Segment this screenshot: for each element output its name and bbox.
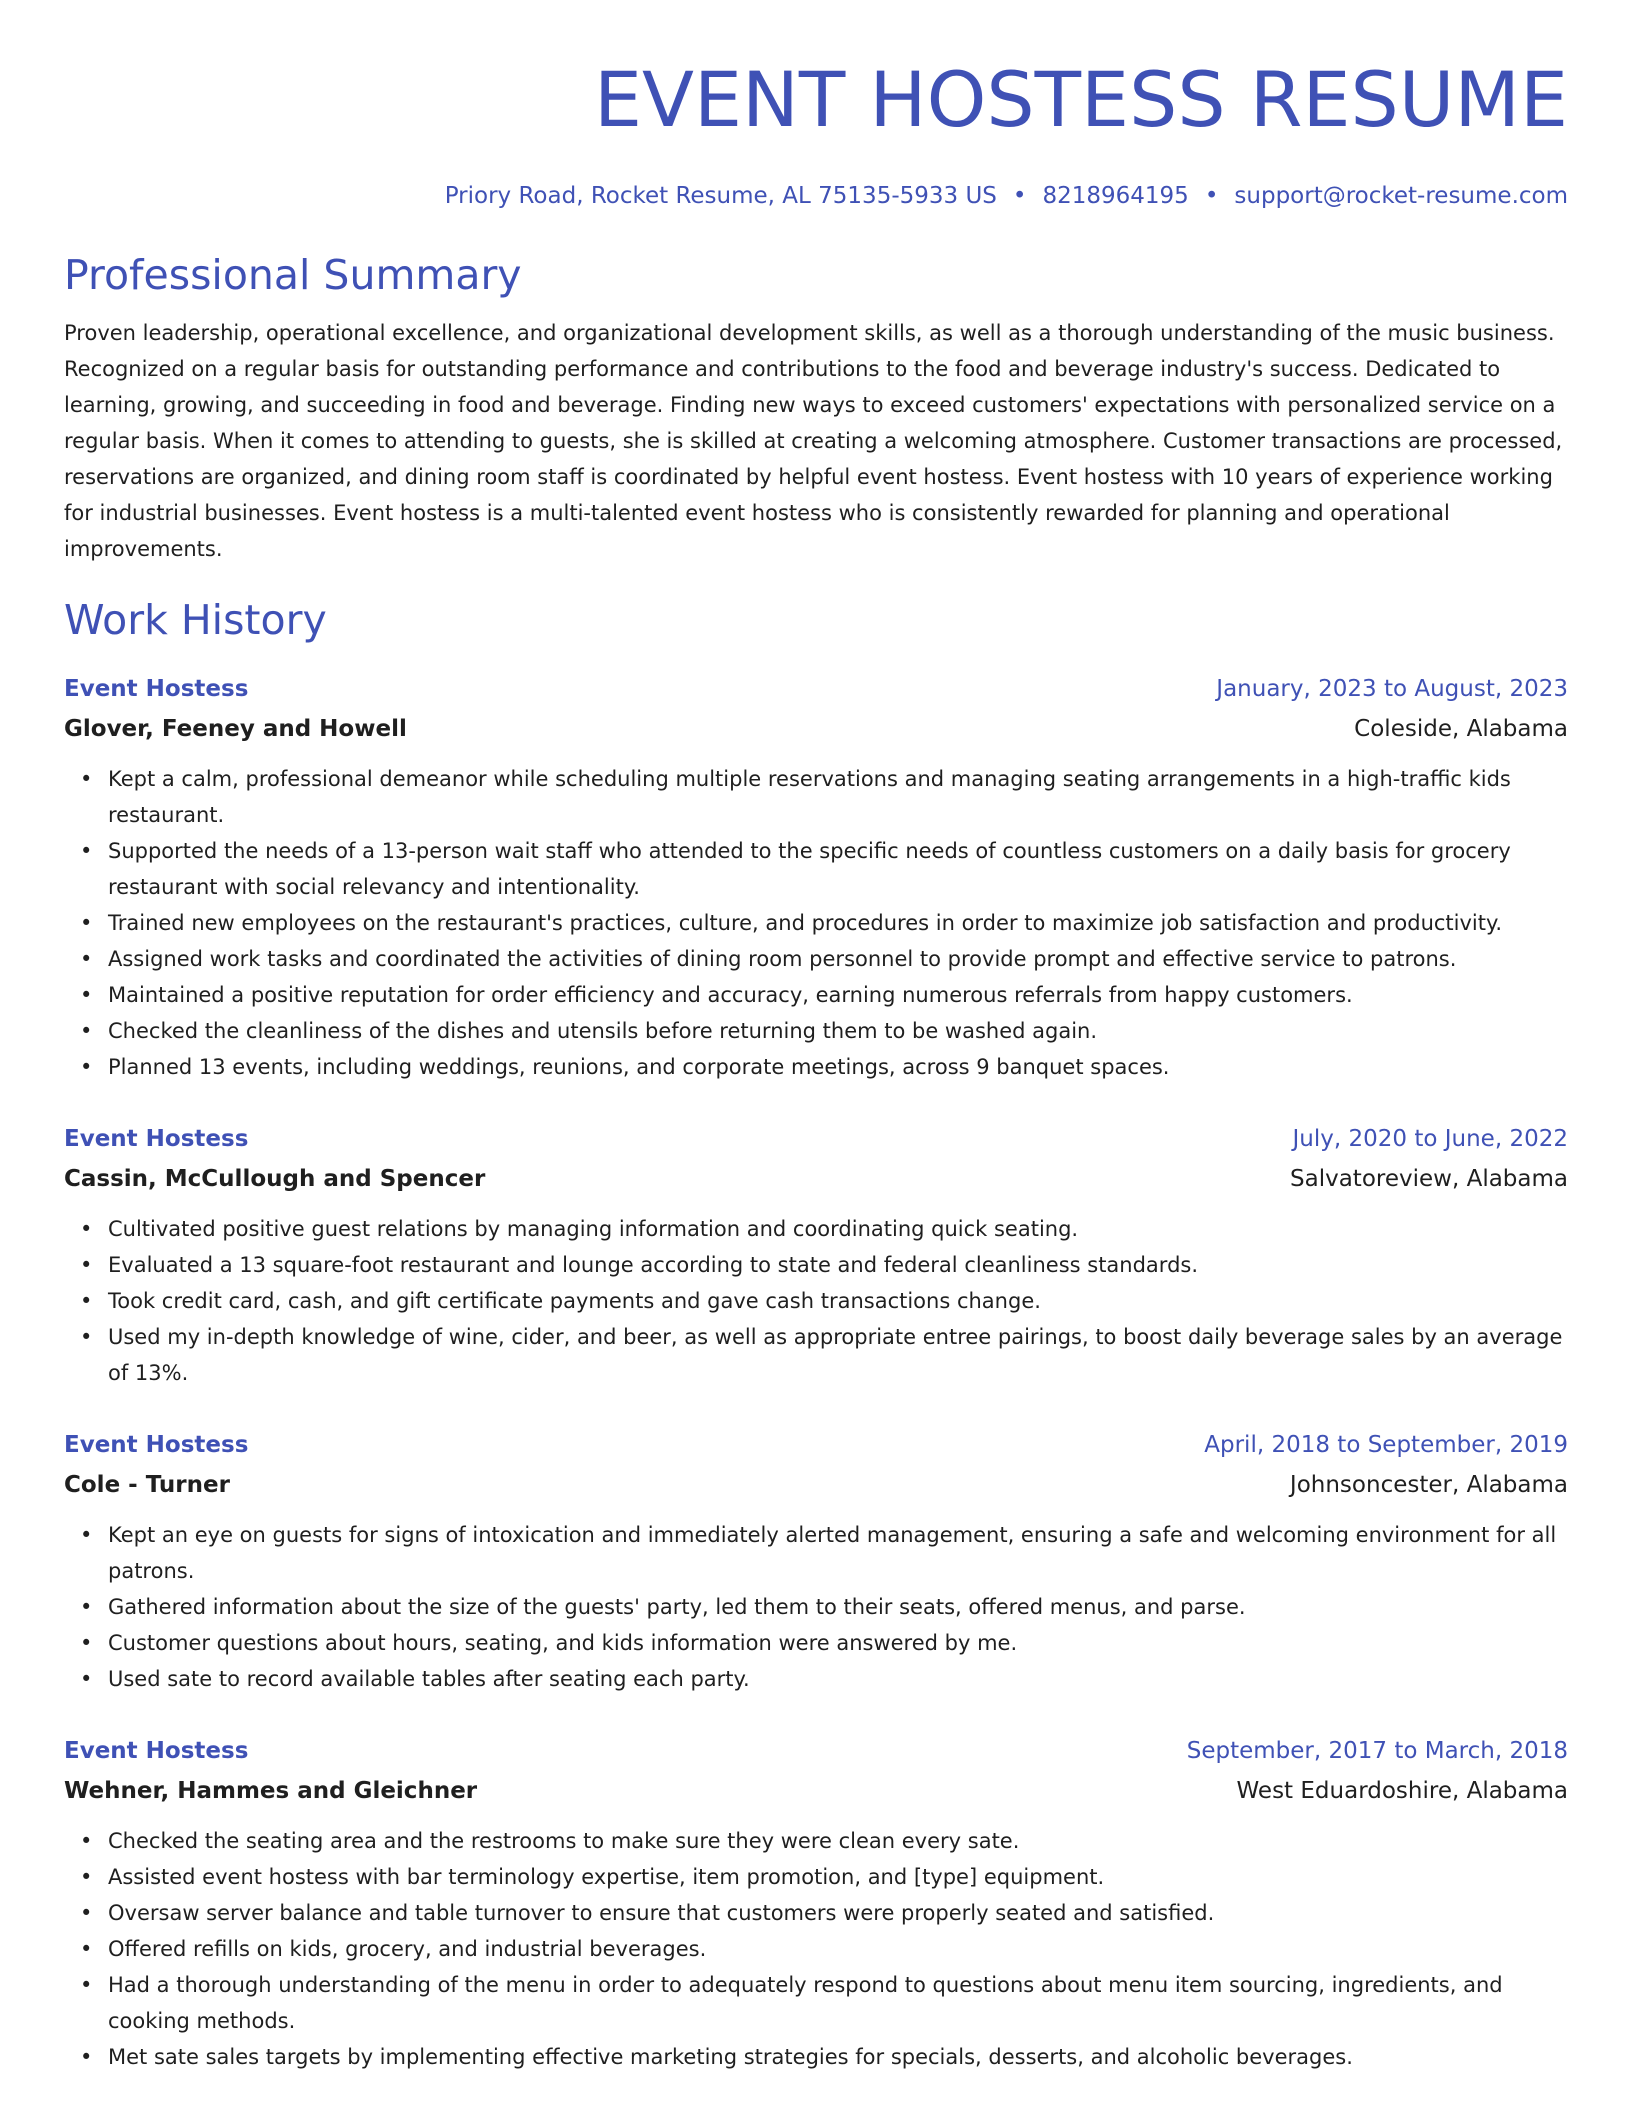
work-history-heading: Work History [64, 596, 327, 644]
duty-item [64, 1319, 1568, 1391]
bullet: • [80, 767, 93, 791]
bullet: • [80, 1631, 93, 1655]
duty-item [64, 941, 1568, 977]
duty-item [64, 1661, 1568, 1697]
job-employer-row [64, 1465, 1568, 1505]
bullet: • [80, 1055, 93, 1079]
duty-text: Used sate to record available tables after seating each party. [108, 1667, 750, 1691]
job-location: West Eduardoshire, Alabama [1236, 1778, 1568, 1804]
bullet: • [80, 1253, 93, 1277]
bullet: • [80, 1901, 93, 1925]
duty-item [64, 1049, 1568, 1085]
bullet: • [80, 911, 93, 935]
duty-item [64, 1589, 1568, 1625]
duty-text: Took credit card, cash, and gift certificate payments and gave cash transactions change. [108, 1289, 1041, 1313]
job-header-row [64, 1425, 1568, 1465]
job-dates: January, 2023 to August, 2023 [1216, 676, 1568, 702]
contact-line [64, 180, 1568, 212]
duty-text: Trained new employees on the restaurant's practices, culture, and procedures in order to maximize job satisfaction and productivity. [108, 911, 1503, 935]
duty-text: Cultivated positive guest relations by managing information and coordinating quick seating. [108, 1217, 1079, 1241]
duty-text: Assigned work tasks and coordinated the activities of dining room personnel to provide prompt and effective service to patrons. [108, 947, 1457, 971]
summary-heading: Professional Summary [64, 251, 522, 299]
job-location: Johnsoncester, Alabama [1289, 1472, 1568, 1498]
job-employer-row [64, 1159, 1568, 1199]
job-duties-list [64, 1517, 1568, 1697]
duty-item [64, 1625, 1568, 1661]
contact-phone: 8218964195 [1042, 183, 1189, 209]
job-dates: April, 2018 to September, 2019 [1204, 1432, 1568, 1458]
job-location: Salvatoreview, Alabama [1290, 1166, 1568, 1192]
duty-text: Planned 13 events, including weddings, reunions, and corporate meetings, across 9 banquet spaces. [108, 1055, 1170, 1079]
duty-item [64, 977, 1568, 1013]
job-entry [64, 1425, 1568, 1697]
bullet: • [80, 1523, 93, 1547]
job-company: Cassin, McCullough and Spencer [64, 1166, 486, 1192]
bullet: • [80, 1973, 93, 1997]
duty-text: Gathered information about the size of the guests' party, led them to their seats, offered menus, and parse. [108, 1595, 1246, 1619]
resume-header [64, 0, 1568, 212]
duty-item [64, 1283, 1568, 1319]
duty-item [64, 1247, 1568, 1283]
contact-address: Priory Road, Rocket Resume, AL 75135-5933 US [444, 183, 997, 209]
bullet: • [80, 1217, 93, 1241]
duty-item [64, 1895, 1568, 1931]
duty-text: Used my in-depth knowledge of wine, cider, and beer, as well as appropriate entree pairings, to boost daily beverage sales by an average of 13%. [108, 1325, 1563, 1385]
duty-item [64, 905, 1568, 941]
duty-text: Assisted event hostess with bar terminology expertise, item promotion, and [type] equipment. [108, 1865, 1105, 1889]
bullet: • [80, 1865, 93, 1889]
duty-text: Kept an eye on guests for signs of intoxication and immediately alerted management, ensuring a safe and welcoming environment for all patrons. [108, 1523, 1557, 1583]
duty-item [64, 1823, 1568, 1859]
duty-item [64, 1931, 1568, 1967]
duty-text: Customer questions about hours, seating, and kids information were answered by me. [108, 1631, 1018, 1655]
duty-text: Evaluated a 13 square-foot restaurant and lounge according to state and federal cleanliness standards. [108, 1253, 1199, 1277]
duty-text: Maintained a positive reputation for order efficiency and accuracy, earning numerous referrals from happy customers. [108, 983, 1353, 1007]
bullet: • [80, 1667, 93, 1691]
job-duties-list [64, 1211, 1568, 1391]
job-dates: July, 2020 to June, 2022 [1292, 1126, 1568, 1152]
duty-text: Checked the seating area and the restrooms to make sure they were clean every sate. [108, 1829, 1020, 1853]
duty-text: Offered refills on kids, grocery, and industrial beverages. [108, 1937, 707, 1961]
summary-section [64, 248, 1568, 567]
duty-item [64, 1859, 1568, 1895]
job-duties-list [64, 1823, 1568, 2075]
job-duties-list [64, 761, 1568, 1085]
duty-text: Kept a calm, professional demeanor while scheduling multiple reservations and managing seating arrangements in a high-traffic kids restaurant. [108, 767, 1511, 827]
job-employer-row [64, 1771, 1568, 1811]
bullet: • [80, 1937, 93, 1961]
work-history-section [64, 593, 1568, 2075]
job-header-row [64, 669, 1568, 709]
duty-item [64, 761, 1568, 833]
job-title: Event Hostess [64, 1738, 249, 1764]
job-company: Wehner, Hammes and Gleichner [64, 1778, 478, 1804]
job-title: Event Hostess [64, 676, 249, 702]
job-header-row [64, 1731, 1568, 1771]
bullet: • [80, 1325, 93, 1349]
job-entry [64, 669, 1568, 1085]
bullet: • [80, 1289, 93, 1313]
duty-item [64, 833, 1568, 905]
job-title: Event Hostess [64, 1126, 249, 1152]
job-entry [64, 1119, 1568, 1391]
summary-text: Proven leadership, operational excellence, and organizational development skills, as well as a thorough understanding of the music business. Recognized on a regular basis for outstanding performance and contributions to the food and beverage industry's success. Dedicated to learning, growing, and succeeding in food and beverage. Finding new ways to exceed customers' expectations with personalized service on a regular basis. When it comes to attending to guests, she is skilled at creating a welcoming atmosphere. Customer transactions are processed, reservations are organized, and dining room staff is coordinated by helpful event hostess. Event hostess with 10 years of experience working for industrial businesses. Event hostess is a multi-talented event hostess who is consistently rewarded for planning and operational improvements. [64, 321, 1563, 561]
contact-email: support@rocket-resume.com [1234, 183, 1568, 209]
bullet: • [80, 983, 93, 1007]
duty-item [64, 1967, 1568, 2039]
bullet: • [80, 839, 93, 863]
duty-item [64, 1013, 1568, 1049]
job-company: Glover, Feeney and Howell [64, 716, 407, 742]
bullet: • [80, 1595, 93, 1619]
bullet: • [80, 1019, 93, 1043]
job-header-row [64, 1119, 1568, 1159]
job-company: Cole - Turner [64, 1472, 230, 1498]
job-dates: September, 2017 to March, 2018 [1186, 1738, 1568, 1764]
duty-item [64, 1211, 1568, 1247]
resume-title: EVENT HOSTESS RESUME [593, 55, 1568, 144]
duty-text: Had a thorough understanding of the menu in order to adequately respond to questions about menu item sourcing, ingredients, and cooking methods. [108, 1973, 1503, 2033]
bullet: • [80, 2045, 93, 2069]
duty-item [64, 1517, 1568, 1589]
duty-item [64, 2039, 1568, 2075]
job-employer-row [64, 709, 1568, 749]
job-location: Coleside, Alabama [1354, 716, 1568, 742]
bullet: • [80, 947, 93, 971]
bullet: • [80, 1829, 93, 1853]
contact-separator: • [1012, 183, 1027, 209]
duty-text: Checked the cleanliness of the dishes and utensils before returning them to be washed again. [108, 1019, 1098, 1043]
job-title: Event Hostess [64, 1432, 249, 1458]
duty-text: Oversaw server balance and table turnover to ensure that customers were properly seated and satisfied. [108, 1901, 1215, 1925]
duty-text: Supported the needs of a 13-person wait staff who attended to the specific needs of countless customers on a daily basis for grocery restaurant with social relevancy and intentionality. [108, 839, 1511, 899]
job-entry [64, 1731, 1568, 2075]
contact-separator: • [1204, 183, 1219, 209]
duty-text: Met sate sales targets by implementing effective marketing strategies for specials, desserts, and alcoholic beverages. [108, 2045, 1353, 2069]
